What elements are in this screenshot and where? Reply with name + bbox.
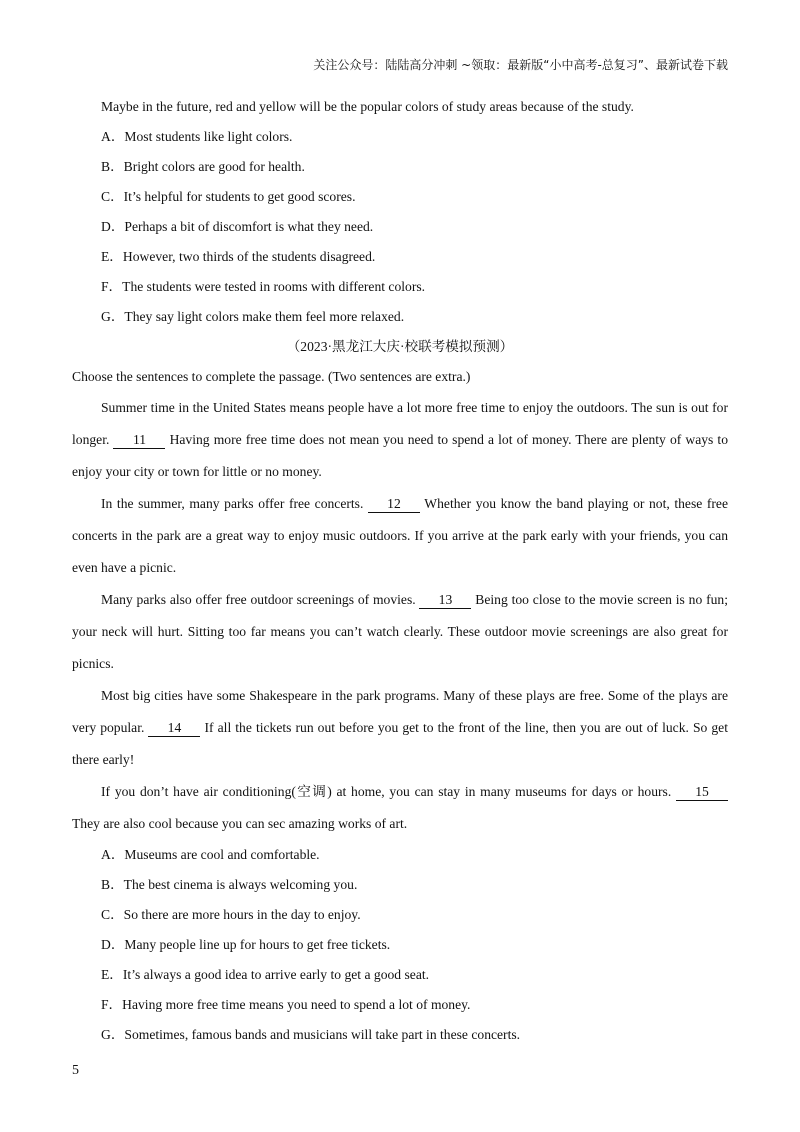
question-instruction: Choose the sentences to complete the passage. (Two sentences are extra.) [72,369,471,384]
prev-options-list [72,122,728,332]
paragraph-5-text-b: They are also cool because you can sec amazing works of art. [72,816,408,831]
paragraph-2-text-a: In the summer, many parks offer free concerts. [101,496,368,511]
prev-option-f: F．The students were tested in rooms with different colors. [101,279,426,294]
paragraph-1-text-a: Summer time in the United States means people have a lot more free time to enjoy the outdoors. The sun is out for longer. [72,400,728,447]
page-header: 关注公众号：陆陆高分冲刺 ~领取：最新版“小中高考-总复习”、最新试卷下载 [313,58,728,72]
blank-12: 12 [368,495,420,513]
passage-paragraph-1 [72,392,728,488]
option-g: G．Sometimes, famous bands and musicians will take part in these concerts. [101,1027,521,1042]
question-options-list [72,840,728,1050]
option-a: A．Museums are cool and comfortable. [101,847,320,862]
paragraph-1-text-b: Having more free time does not mean you need to spend a lot of money. There are plenty of ways to enjoy your city or town for little or no money. [72,432,728,479]
page-number: 5 [72,1063,79,1078]
prev-option-g: G．They say light colors make them feel more relaxed. [101,309,405,324]
prev-option-c: C．It’s helpful for students to get good scores. [101,189,356,204]
option-f: F．Having more free time means you need to spend a lot of money. [101,997,471,1012]
page-content [72,92,728,1050]
paragraph-3-text-a: Many parks also offer free outdoor screenings of movies. [101,592,420,607]
paragraph-2-text-b: Whether you know the band playing or not, these free concerts in the park are a great way to enjoy music outdoors. If you arrive at the park early with your friends, you can even have a picnic. [72,496,728,575]
question-source: （2023·黑龙江大庆·校联考模拟预测） [286,339,514,354]
paragraph-4-text-b: If all the tickets run out before you get to the front of the line, then you are out of luck. So get there early! [72,720,728,767]
prev-last-sentence: Maybe in the future, red and yellow will be the popular colors of study areas because of the study. [101,99,634,114]
prev-option-a: A．Most students like light colors. [101,129,293,144]
blank-14: 14 [148,719,200,737]
option-d: D．Many people line up for hours to get free tickets. [101,937,391,952]
prev-option-e: E．However, two thirds of the students disagreed. [101,249,376,264]
option-b: B．The best cinema is always welcoming you. [101,877,358,892]
blank-15: 15 [676,783,728,801]
passage-paragraph-4 [72,680,728,776]
passage-paragraph-3 [72,584,728,680]
prev-option-b: B．Bright colors are good for health. [101,159,305,174]
passage-paragraph-5 [72,776,728,840]
paragraph-4-text-a: Most big cities have some Shakespeare in the park programs. Many of these plays are free. Some of the plays are very popular. [72,688,728,735]
passage-paragraph-2 [72,488,728,584]
option-e: E．It’s always a good idea to arrive early to get a good seat. [101,967,430,982]
blank-13: 13 [419,591,471,609]
paragraph-3-text-b: Being too close to the movie screen is no fun; your neck will hurt. Sitting too far means you can’t watch clearly. These outdoor movie screenings are also great for picnics. [72,592,728,671]
prev-option-d: D．Perhaps a bit of discomfort is what they need. [101,219,374,234]
option-c: C．So there are more hours in the day to enjoy. [101,907,361,922]
paragraph-5-text-a: If you don’t have air conditioning(空调) at home, you can stay in many museums for days or hours. [101,784,676,799]
blank-11: 11 [113,431,165,449]
